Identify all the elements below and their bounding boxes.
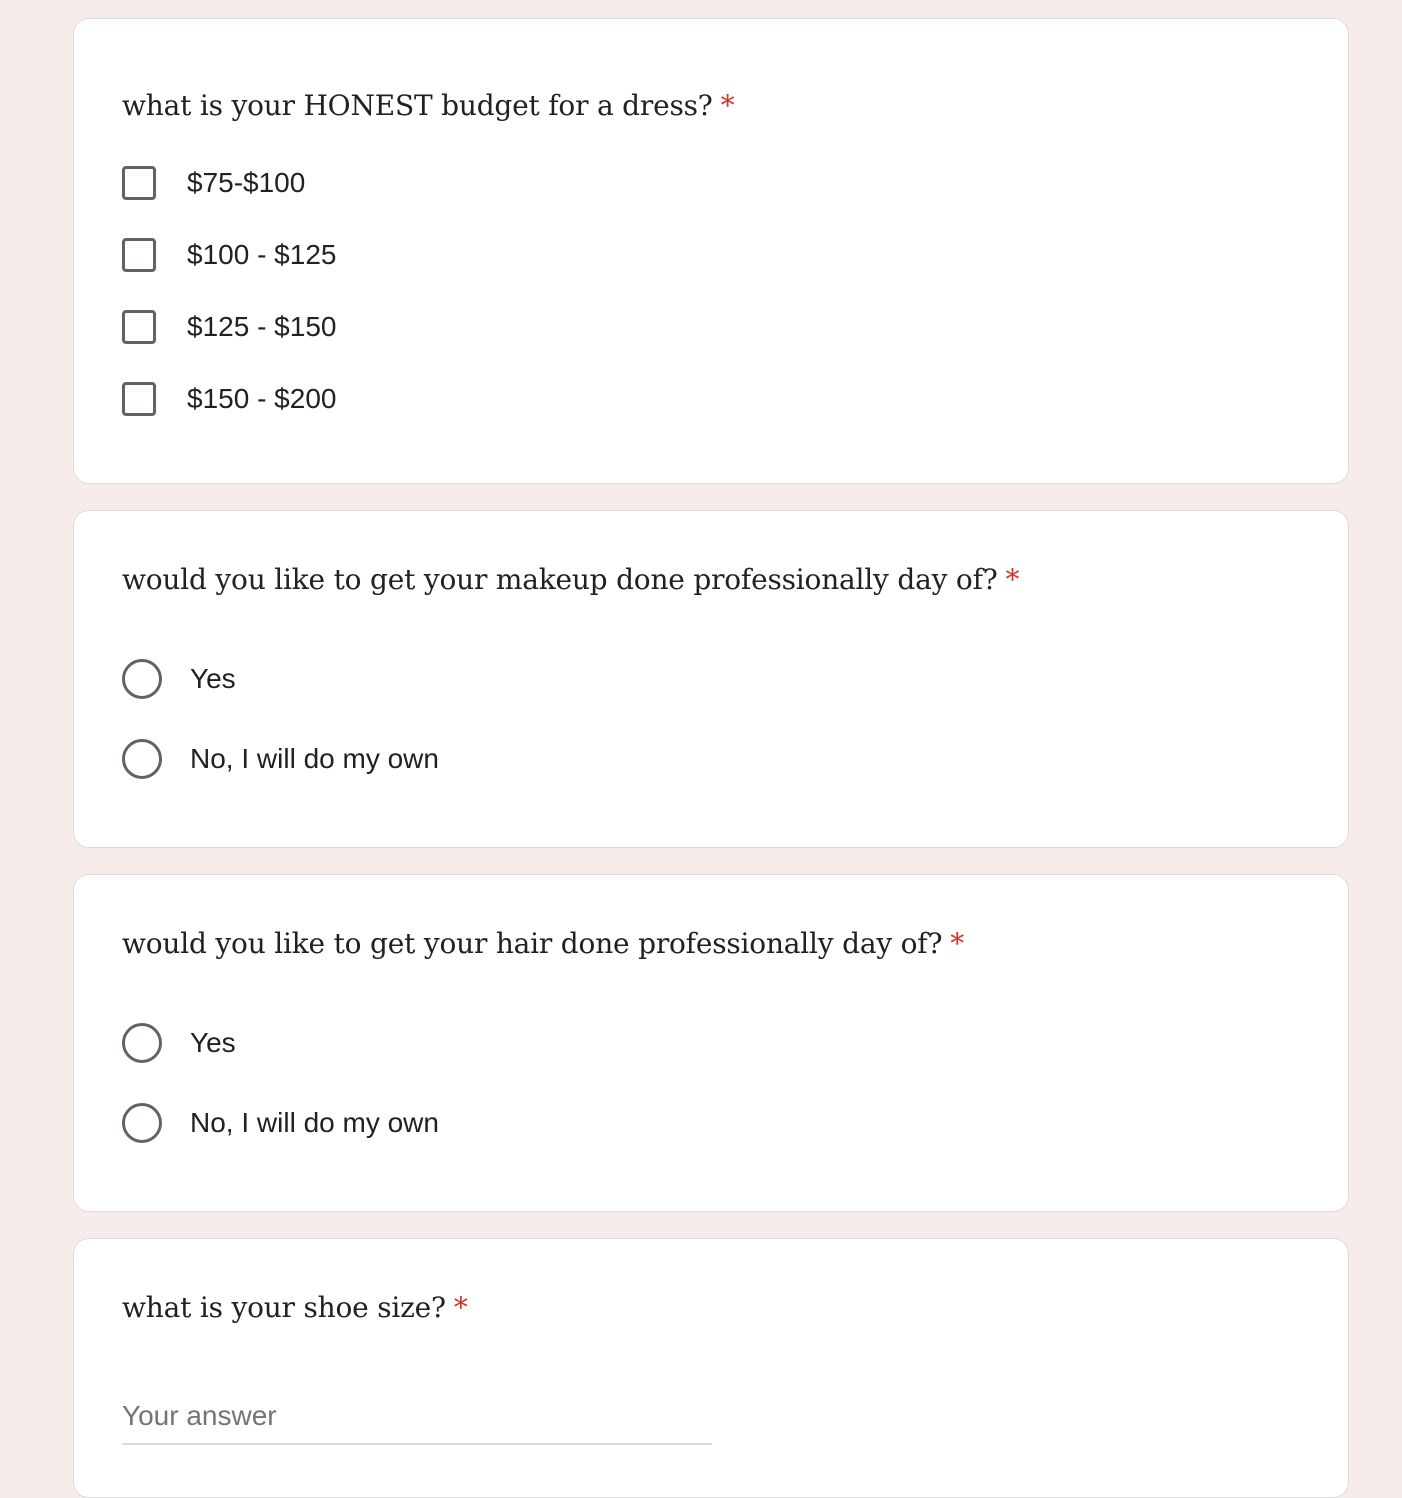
checkbox[interactable]: [122, 166, 156, 200]
option-label: $125 - $150: [187, 311, 337, 342]
radio-button[interactable]: [122, 739, 162, 779]
radio-button[interactable]: [122, 1023, 162, 1063]
question-title: [122, 1291, 468, 1324]
checkbox[interactable]: [122, 382, 156, 416]
checkbox[interactable]: [122, 310, 156, 344]
option-label: $75-$100: [187, 167, 306, 198]
required-asterisk: *: [453, 1291, 468, 1324]
checkbox-option-125-150[interactable]: [122, 307, 336, 347]
question-text: what is your shoe size?: [122, 1291, 446, 1324]
option-label: No, I will do my own: [190, 743, 439, 774]
radio-option-yes[interactable]: [122, 659, 236, 699]
question-text: would you like to get your makeup done professionally day of?: [122, 563, 998, 596]
option-label: No, I will do my own: [190, 1107, 439, 1138]
question-title: [122, 563, 1019, 596]
question-text: would you like to get your hair done professionally day of?: [122, 927, 943, 960]
required-asterisk: *: [950, 927, 965, 960]
option-label: $100 - $125: [187, 239, 337, 270]
radio-button[interactable]: [122, 659, 162, 699]
question-card-hair: [73, 874, 1349, 1212]
required-asterisk: *: [1005, 563, 1020, 596]
checkbox[interactable]: [122, 238, 156, 272]
radio-option-no[interactable]: [122, 739, 439, 779]
option-label: Yes: [190, 663, 236, 694]
question-card-shoe-size: [73, 1238, 1349, 1498]
question-text: what is your HONEST budget for a dress?: [122, 89, 713, 122]
required-asterisk: *: [720, 89, 735, 122]
radio-option-no[interactable]: [122, 1103, 439, 1143]
option-label: Yes: [190, 1027, 236, 1058]
checkbox-option-100-125[interactable]: [122, 235, 336, 275]
radio-option-yes[interactable]: [122, 1023, 236, 1063]
question-card-makeup: [73, 510, 1349, 848]
shoe-size-input[interactable]: [122, 1389, 712, 1445]
question-card-dress-budget: [73, 18, 1349, 484]
option-label: $150 - $200: [187, 383, 337, 414]
radio-button[interactable]: [122, 1103, 162, 1143]
checkbox-option-75-100[interactable]: [122, 163, 305, 203]
checkbox-option-150-200[interactable]: [122, 379, 336, 419]
question-title: [122, 89, 734, 122]
question-title: [122, 927, 964, 960]
